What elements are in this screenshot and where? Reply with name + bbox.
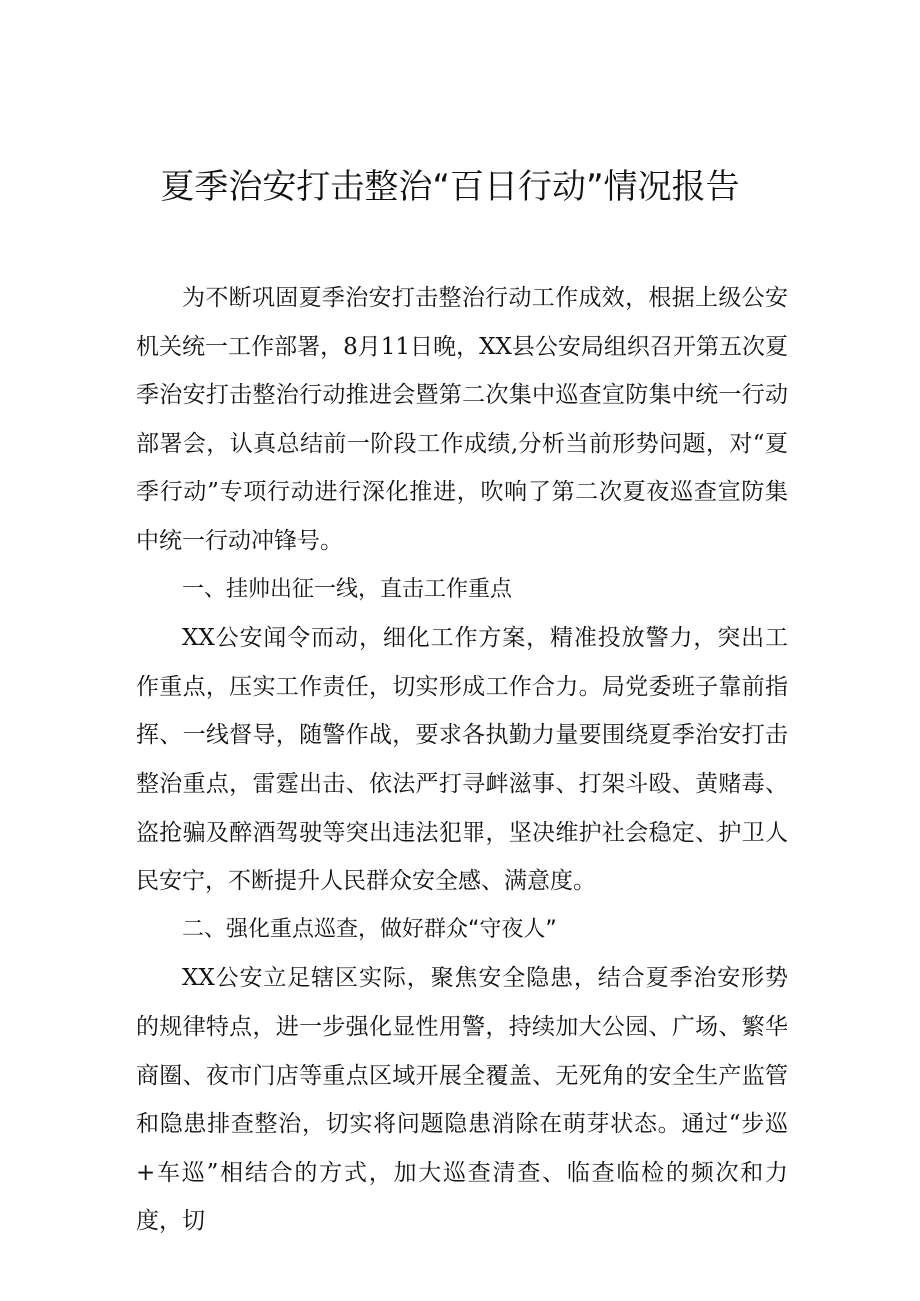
document-title: 夏季治安打击整治“百日行动”情况报告: [160, 167, 740, 207]
paragraph-section-1: XX公安闻令而动，细化工作方案，精准投放警力，突出工作重点，压实工作责任，切实形成工作合力。局党委班子靠前指挥、一线督导，随警作战，要求各执勤力量要围绕夏季治安打击整治重点，雷霆出击、依法严打寻衅滋事、打架斗殴、黄赌毒、盗抢骗及醉酒驾驶等突出违法犯罪，坚决维护社会稳定、护卫人民安宁，不断提升人民群众安全感、满意度。: [136, 625, 788, 895]
paragraph-intro: 为不断巩固夏季治安打击整治行动工作成效，根据上级公安机关统一工作部署，8月11日晚，XX县公安局组织召开第五次夏季治安打击整治行动推进会暨第二次集中巡查宣防集中统一行动部署会，认真总结前一阶段工作成绩,分析当前形势问题，对“夏季行动”专项行动进行深化推进，吹响了第二次夏夜巡查宣防集中统一行动冲锋号。: [136, 285, 788, 554]
section-heading-1: 一、挂帅出征一线，直击工作重点: [182, 576, 513, 602]
document-body: [136, 274, 788, 1246]
paragraph-section-2: XX公安立足辖区实际，聚焦安全隐患，结合夏季治安形势的规律特点，进一步强化显性用警，持续加大公园、广场、繁华商圈、夜市门店等重点区域开展全覆盖、无死角的安全生产监管和隐患排查整治，切实将问题隐患消除在萌芽状态。通过“步巡+车巡”相结合的方式，加大巡查清查、临查临检的频次和力度，切: [136, 965, 788, 1235]
section-heading-2: 二、强化重点巡查，做好群众“守夜人”: [182, 916, 557, 942]
